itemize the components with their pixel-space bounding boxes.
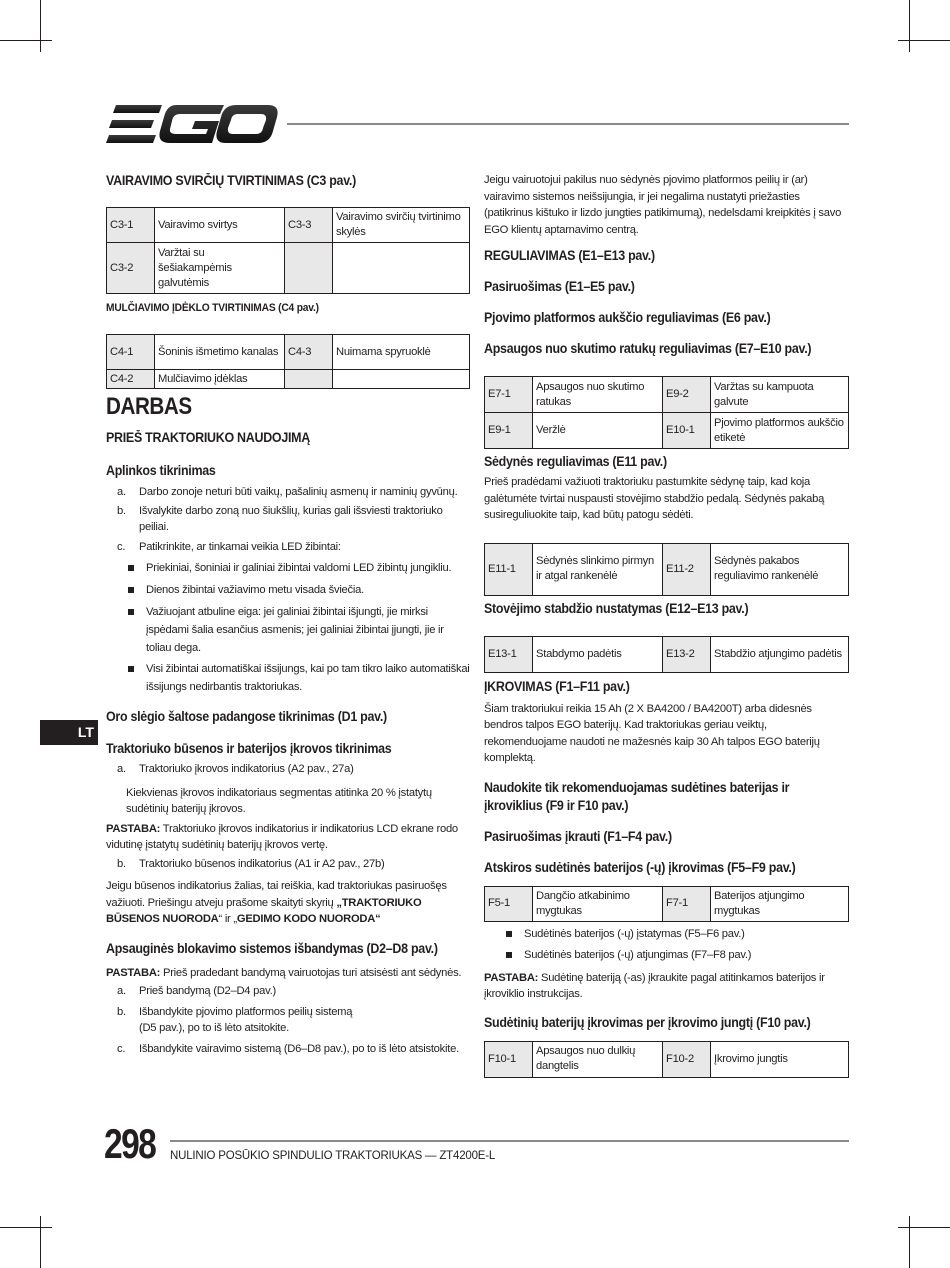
table-row <box>485 886 849 921</box>
table-cell: E10-1 <box>663 413 711 449</box>
note-label: PASTABA: <box>106 966 161 979</box>
table-cell: C4-2 <box>107 370 155 389</box>
charging-text: Šiam traktoriukui reikia 15 Ah (2 X BA4200 / BA4200T) arba didesnės bendros talpos EGO baterijų. Kad traktoriukas geriau veiktų, rekomenduojame naudoti ne mažesnės kaip 30 Ah talpos EGO baterijų komplektą. <box>484 702 820 764</box>
item-text: Išbandykite pjovimo platformos peilių sistemą (D5 pav.), po to iš lėto atsitokite. <box>139 1005 353 1034</box>
item-text: Dienos žibintai važiavimo metu visada šviečia. <box>146 584 364 596</box>
status-check-heading: Traktoriuko būsenos ir baterijos įkrovos tikrinimas <box>106 741 392 756</box>
c3-table <box>106 207 470 294</box>
table-cell: E13-1 <box>485 636 533 672</box>
item-text: Važiuojant atbuline eiga: jei galiniai žibintai išjungti, jie mirksi įspėdami šalia esančius asmenis; jei galiniai žibintai įjungti, jie ir toliau dega. <box>146 606 444 654</box>
item-text: Patikrinkite, ar tinkamai veikia LED žibintai: <box>139 540 341 553</box>
led-list <box>106 559 470 696</box>
charging-heading: ĮKROVIMAS (F1–F11 pav.) <box>484 678 630 694</box>
table-row <box>485 413 849 449</box>
item-mark: b. <box>117 1005 126 1018</box>
list-item <box>106 1004 470 1037</box>
list-item <box>106 660 470 696</box>
item-mark: c. <box>117 540 126 553</box>
table-cell: C3-1 <box>107 208 155 243</box>
bullet-icon <box>506 952 512 958</box>
table-cell: Vairavimo svirtys <box>155 208 285 243</box>
table-cell: Mulčiavimo įdėklas <box>155 370 285 389</box>
crop-mark <box>909 1216 910 1268</box>
text-run: “ ir „ <box>218 913 237 925</box>
table-cell <box>333 370 470 389</box>
item-text: Išvalykite darbo zoną nuo šiukšlių, kurias gali išsviesti traktoriuko peiliai. <box>139 504 443 533</box>
list-item <box>484 946 849 964</box>
parking-heading: Stovėjimo stabdžio nustatymas (E12–E13 pav.) <box>484 600 749 616</box>
bullet-icon <box>128 565 134 571</box>
status-list-b <box>106 856 470 873</box>
list-item <box>106 581 470 600</box>
footer-rule <box>170 1140 849 1142</box>
table-cell: C3-2 <box>107 243 155 294</box>
c4-table <box>106 334 470 389</box>
item-mark: b. <box>117 504 126 517</box>
table-row <box>485 636 849 672</box>
note-2 <box>106 965 470 982</box>
item-mark: a. <box>117 985 126 997</box>
table-row <box>485 1041 849 1077</box>
e13-table <box>484 636 849 673</box>
list-item <box>106 603 470 657</box>
c4-heading: MULČIAVIMO ĮDĖKLO TVIRTINIMAS (C4 pav.) <box>106 302 319 314</box>
seat-text: Prieš pradėdami važiuoti traktoriuku pastumkite sėdynę taip, kad koja galėtumėte tvirtai nuspausti stovėjimo stabdžio pedalą. Sėdynės pakabą susireguliuokite taip, kad būtų patogu sėdėti. <box>484 476 825 521</box>
table-cell: Dangčio atkabinimo mygtukas <box>533 886 663 921</box>
left-column <box>106 172 470 1057</box>
item-text: Visi žibintai automatiškai išsijungs, kai po tam tikro laiko automatiškai išsijungs nedirbantis traktoriukas. <box>146 663 470 693</box>
interlock-list <box>106 983 470 1057</box>
separate-heading: Atskiros sudėtinės baterijos (-ų) įkrovimas (F5–F9 pav.) <box>484 859 796 875</box>
charge-prep-heading: Pasiruošimas įkrauti (F1–F4 pav.) <box>484 828 672 844</box>
before-use-heading: PRIEŠ TRAKTORIUKO NAUDOJIMĄ <box>106 430 310 445</box>
item-text: Prieš bandymą (D2–D4 pav.) <box>139 985 276 997</box>
section-title: DARBAS <box>106 393 192 420</box>
env-list <box>106 484 470 555</box>
table-row <box>107 243 470 294</box>
item-text: Sudėtinės baterijos (-ų) atjungimas (F7–F8 pav.) <box>524 948 752 961</box>
deck-height-heading: Pjovimo platformos aukščio reguliavimas (E6 pav.) <box>484 310 771 325</box>
seat-heading: Sėdynės reguliavimas (E11 pav.) <box>484 454 667 469</box>
list-item <box>106 1041 470 1058</box>
note-1 <box>106 821 470 854</box>
table-row <box>107 370 470 389</box>
interlock-heading: Apsauginės blokavimo sistemos išbandymas (D2–D8 pav.) <box>106 940 438 956</box>
table-cell: F10-1 <box>485 1041 533 1077</box>
list-item <box>106 559 470 578</box>
table-cell: Apsaugos nuo skutimo ratukas <box>533 377 663 413</box>
table-row <box>485 377 849 413</box>
list-item <box>106 503 470 536</box>
table-cell: F10-2 <box>663 1041 711 1077</box>
crop-mark <box>40 0 41 52</box>
right-column <box>484 172 849 1078</box>
table-cell: Veržlė <box>533 413 663 449</box>
text-run: „TRAKTORIUKO BŪSENOS NUORODA <box>106 896 422 925</box>
table-cell: F7-1 <box>663 886 711 921</box>
f5-table <box>484 886 849 922</box>
list-item <box>106 484 470 501</box>
e11-table <box>484 543 849 596</box>
e-table <box>484 376 849 449</box>
table-cell: Šoninis išmetimo kanalas <box>155 335 285 370</box>
green-status-text <box>106 878 470 928</box>
table-cell: Stabdžio atjungimo padėtis <box>711 636 849 672</box>
table-row <box>107 335 470 370</box>
note-label: PASTABA: <box>106 822 161 835</box>
table-cell: C3-3 <box>285 208 333 243</box>
table-cell: Vairavimo svirčių tvirtinimo skylės <box>333 208 470 243</box>
table-cell: Sėdynės pakabos reguliavimo rankenėlė <box>711 543 849 595</box>
crop-mark <box>0 1227 52 1228</box>
table-cell: Įkrovimo jungtis <box>711 1041 849 1077</box>
bullet-icon <box>128 609 134 615</box>
table-cell: E9-2 <box>663 377 711 413</box>
crop-mark <box>898 1227 950 1228</box>
text-run: Jeigu būsenos indikatorius žalias, tai reiškia, kad traktoriukas pasiruošęs važiuoti. Priešingu atveju prašome skaityti skyrių <box>106 880 447 909</box>
item-text: Traktoriuko įkrovos indikatorius (A2 pav., 27a) <box>139 763 354 775</box>
item-text: Priekiniai, šoniniai ir galiniai žibintai valdomi LED žibintų jungikliu. <box>146 562 452 574</box>
page-number: 298 <box>104 1120 156 1167</box>
table-cell <box>333 243 470 294</box>
item-mark: b. <box>117 857 126 870</box>
table-cell <box>285 243 333 294</box>
table-cell: C4-3 <box>285 335 333 370</box>
list-item <box>106 856 470 873</box>
f-bullets <box>484 925 849 964</box>
env-check-heading: Aplinkos tikrinimas <box>106 463 216 478</box>
note-text: Sudėtinę bateriją (-as) įkraukite pagal atitinkamos baterijos ir įkroviklio instrukcijas. <box>484 971 825 1000</box>
bullet-icon <box>506 931 512 937</box>
table-cell: C4-1 <box>107 335 155 370</box>
intro-text: Jeigu vairuotojui pakilus nuo sėdynės pjovimo platformos peilių ir (ar) vairavimo sistemos neišsijungia, ir jei negalima nustatyti priežasties (patikrinus kištuko ir lizdo jungties patikimumą), nedelsdami kreipkitės į savo EGO klientų aptarnavimo centrą. <box>484 174 842 236</box>
bullet-icon <box>128 587 134 593</box>
use-only-heading: Naudokite tik rekomenduojamas sudėtines baterijas ir įkroviklius (F9 ir F10 pav.) <box>484 779 790 813</box>
note-label: PASTABA: <box>484 971 539 984</box>
table-cell: E13-2 <box>663 636 711 672</box>
status-list-a <box>106 761 470 778</box>
item-text: Išbandykite vairavimo sistemą (D6–D8 pav.), po to iš lėto atsistokite. <box>139 1042 459 1055</box>
text-run: “ <box>375 913 381 925</box>
list-item <box>484 925 849 943</box>
note-3 <box>484 970 849 1003</box>
item-mark: a. <box>117 486 126 498</box>
item-mark: a. <box>117 763 126 775</box>
item-text: Darbo zonoje neturi būti vaikų, pašalinių asmenų ir naminių gyvūnų. <box>139 486 458 498</box>
table-cell: E11-1 <box>485 543 533 595</box>
port-heading: Sudėtinių baterijų įkrovimas per įkrovimo jungtį (F10 pav.) <box>484 1014 811 1030</box>
crop-mark <box>40 1216 41 1268</box>
adjust-heading: REGULIAVIMAS (E1–E13 pav.) <box>484 248 655 263</box>
table-cell: E11-2 <box>663 543 711 595</box>
table-cell: Sėdynės slinkimo pirmyn ir atgal rankenėlė <box>533 543 663 595</box>
table-cell: Pjovimo platformos aukščio etiketė <box>711 413 849 449</box>
note-text: Prieš pradedant bandymą vairuotojas turi atsisėsti ant sėdynės. <box>160 966 462 979</box>
item-mark: c. <box>117 1042 126 1055</box>
table-cell: F5-1 <box>485 886 533 921</box>
footer-title: NULINIO POSŪKIO SPINDULIO TRAKTORIUKAS — ZT4200E-L <box>170 1150 496 1162</box>
text-run: GEDIMO KODO NUORODA <box>236 913 376 925</box>
table-cell <box>285 370 333 389</box>
list-item <box>106 539 470 556</box>
note-text: Traktoriuko įkrovos indikatorius ir indikatorius LCD ekrane rodo vidutinę įstatytų sudėtinių baterijų įkrovos vertę. <box>106 822 458 851</box>
item-text: Sudėtinės baterijos (-ų) įstatymas (F5–F6 pav.) <box>524 927 745 940</box>
header-rule <box>287 123 849 125</box>
status-a-note: Kiekvienas įkrovos indikatoriaus segmentas atitinka 20 % įstatytų sudėtinių baterijų įkrovos. <box>126 786 432 815</box>
bullet-icon <box>128 666 134 672</box>
table-row <box>485 543 849 595</box>
table-cell: Nuimama spyruoklė <box>333 335 470 370</box>
prep-heading: Pasiruošimas (E1–E5 pav.) <box>484 279 635 294</box>
table-cell: E7-1 <box>485 377 533 413</box>
item-text: Traktoriuko būsenos indikatorius (A1 ir A2 pav., 27b) <box>139 857 385 870</box>
crop-mark <box>909 0 910 52</box>
table-cell: Varžtas su kampuota galvute <box>711 377 849 413</box>
f10-table <box>484 1041 849 1078</box>
anti-scalp-heading: Apsaugos nuo skutimo ratukų reguliavimas (E7–E10 pav.) <box>484 341 812 356</box>
tire-check-heading: Oro slėgio šaltose padangose tikrinimas (D1 pav.) <box>106 709 387 724</box>
list-item <box>106 983 470 1000</box>
table-row <box>107 208 470 243</box>
table-cell: E9-1 <box>485 413 533 449</box>
table-cell: Stabdymo padėtis <box>533 636 663 672</box>
language-tab: LT <box>40 720 98 745</box>
table-cell: Apsaugos nuo dulkių dangtelis <box>533 1041 663 1077</box>
c3-heading: VAIRAVIMO SVIRČIŲ TVIRTINIMAS (C3 pav.) <box>106 173 356 188</box>
crop-mark <box>0 40 52 41</box>
list-item <box>106 761 470 778</box>
ego-logo <box>106 103 278 145</box>
table-cell: Baterijos atjungimo mygtukas <box>711 886 849 921</box>
table-cell: Varžtai su šešiakampėmis galvutėmis <box>155 243 285 294</box>
crop-mark <box>898 40 950 41</box>
